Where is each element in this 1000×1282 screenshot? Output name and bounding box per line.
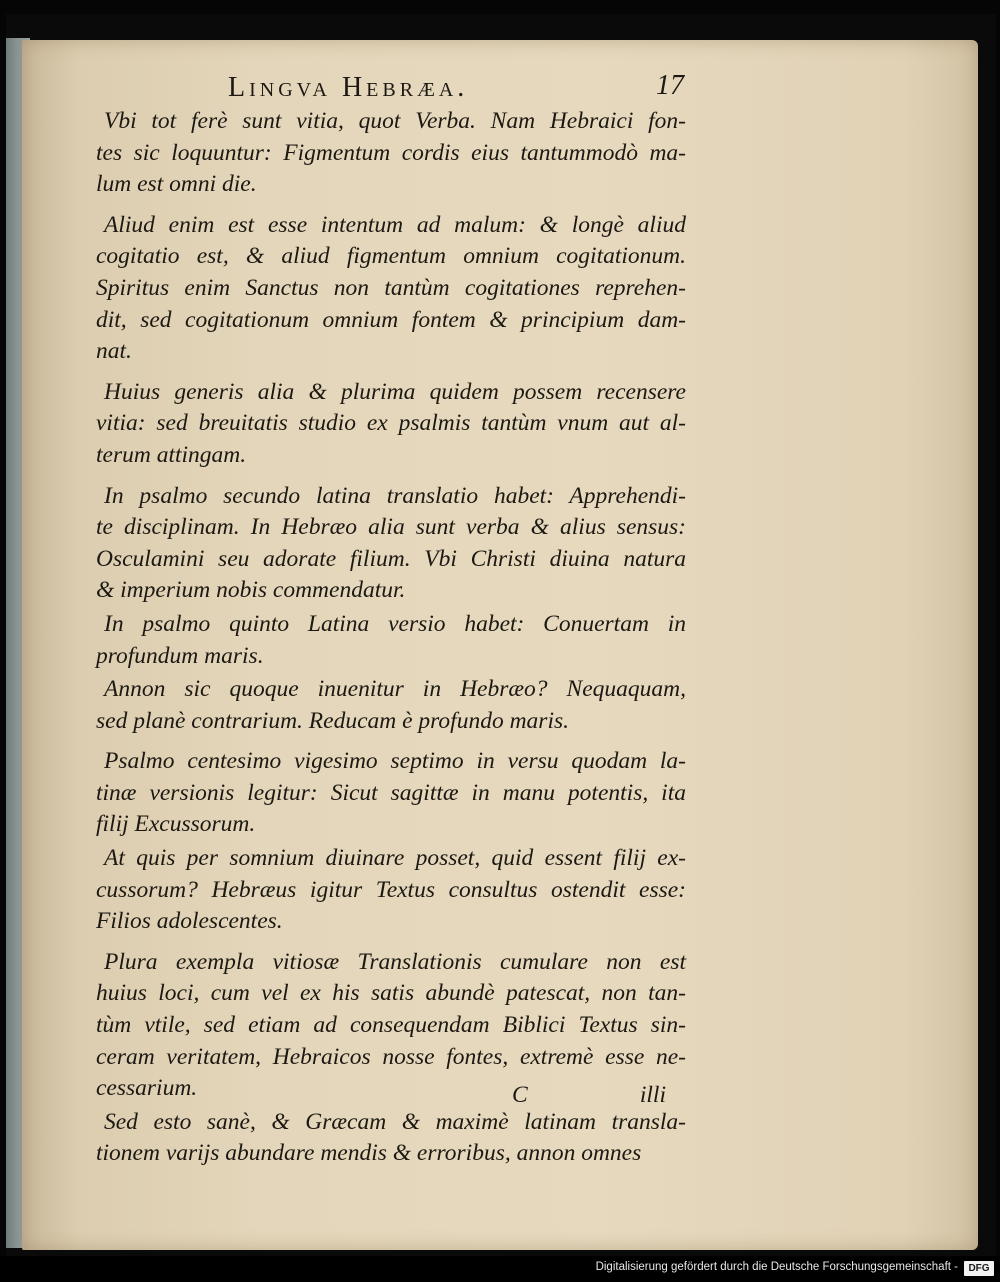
text-line: filij Excussorum.	[96, 811, 256, 838]
paragraph	[96, 843, 686, 938]
text-line: & imperium nobis commendatur.	[96, 577, 406, 604]
text-line: Plura exempla vitiosæ Translationis cumulare non est	[104, 948, 686, 975]
dfg-logo: DFG	[964, 1261, 994, 1276]
catchword: illi	[639, 1082, 666, 1108]
text-line: ceram veritatem, Hebraicos nosse fontes, extremè esse ne-	[96, 1043, 686, 1070]
paragraph-gap	[96, 201, 686, 210]
text-line: Sed esto sanè, & Græcam & maximè latinam transla-	[104, 1108, 686, 1135]
text-line: dit, sed cogitationum omnium fontem & principium dam-	[96, 306, 686, 333]
funding-credit: Digitalisierung gefördert durch die Deutsche Forschungsgemeinschaft -	[595, 1261, 958, 1273]
text-line: In psalmo secundo latina translatio habet: Apprehendi-	[104, 482, 686, 509]
footer-bar	[0, 1256, 1000, 1282]
text-line: cogitatio est, & aliud figmentum omnium cogitationum.	[96, 243, 686, 270]
page-number: 17	[656, 70, 684, 101]
text-line: Aliud enim est esse intentum ad malum: & longè aliud	[104, 211, 686, 238]
text-line: Osculamini seu adorate filium. Vbi Christi diuina natura	[96, 545, 686, 572]
text-line: sed planè contrarium. Reducam è profundo maris.	[96, 707, 569, 734]
paragraph	[96, 106, 686, 201]
paragraph-gap	[96, 472, 686, 481]
text-line: vitia: sed breuitatis studio ex psalmis tantùm vnum aut al-	[96, 410, 686, 437]
paragraph	[96, 746, 686, 841]
running-title: Lingva Hebræa.	[228, 72, 469, 103]
text-line: At quis per somnium diuinare posset, quid essent filij ex-	[104, 845, 686, 872]
text-line: Huius generis alia & plurima quidem possem recensere	[104, 378, 686, 405]
text-line: nat.	[96, 338, 132, 365]
paragraph	[96, 377, 686, 472]
text-line: terum attingam.	[96, 441, 247, 468]
text-line: tes sic loquuntur: Figmentum cordis eius tantummodò ma-	[96, 139, 686, 166]
paragraph-gap	[96, 737, 686, 746]
paragraph	[96, 210, 686, 368]
catchline	[96, 1082, 686, 1112]
text-line: profundum maris.	[96, 642, 264, 669]
paragraph	[96, 481, 686, 607]
text-line: Annon sic quoque inuenitur in Hebræo? Nequaquam,	[104, 676, 686, 703]
text-line: tionem varijs abundare mendis & erroribus, annon omnes	[96, 1140, 642, 1167]
text-line: Psalmo centesimo vigesimo septimo in versu quodam la-	[104, 748, 686, 775]
text-line: lum est omni die.	[96, 171, 257, 198]
paragraph	[96, 1107, 686, 1170]
paragraph	[96, 609, 686, 672]
text-line: huius loci, cum vel ex his satis abundè patescat, non tan-	[96, 980, 686, 1007]
text-line: te disciplinam. In Hebræo alia sunt verba & alius sensus:	[96, 514, 686, 541]
text-line: Vbi tot ferè sunt vitia, quot Verba. Nam Hebraici fon-	[104, 108, 686, 134]
text-line: tùm vtile, sed etiam ad consequendam Biblici Textus sin-	[96, 1012, 686, 1039]
signature-mark: C	[512, 1082, 528, 1108]
text-line: tinæ versionis legitur: Sicut sagittæ in manu potentis, ita	[96, 779, 686, 806]
text-line: Filios adolescentes.	[96, 908, 283, 935]
body-text	[96, 106, 686, 1170]
paragraph-gap	[96, 368, 686, 377]
text-line: cessarium.	[96, 1075, 198, 1102]
text-line: cussorum? Hebræus igitur Textus consultus ostendit esse:	[96, 876, 686, 903]
paragraph	[96, 674, 686, 737]
paragraph-gap	[96, 938, 686, 947]
text-line: In psalmo quinto Latina versio habet: Conuertam in	[104, 610, 686, 637]
text-line: Spiritus enim Sanctus non tantùm cogitationes reprehen-	[96, 274, 686, 301]
